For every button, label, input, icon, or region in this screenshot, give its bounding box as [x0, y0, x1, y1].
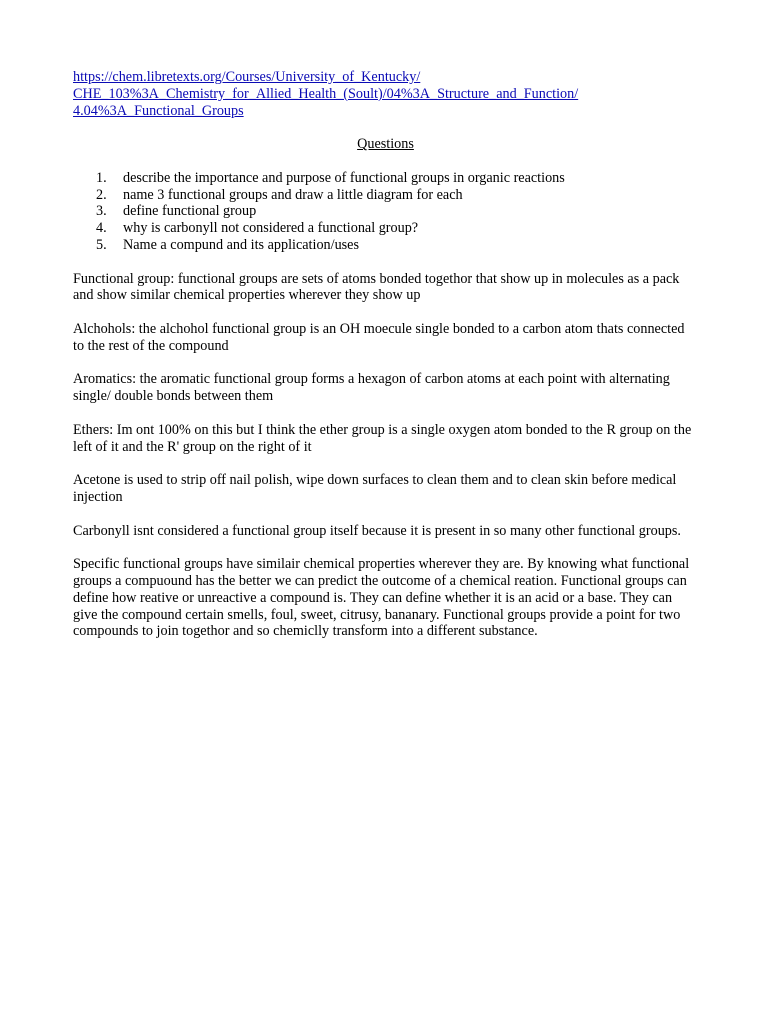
source-link-line-1[interactable]: https://chem.libretexts.org/Courses/University_of_Kentucky/	[73, 69, 421, 85]
document-page	[73, 69, 698, 657]
question-text: describe the importance and purpose of functional groups in organic reactions	[123, 169, 565, 186]
question-number: 2.	[96, 186, 107, 203]
question-item	[73, 220, 698, 237]
paragraph-aromatics: Aromatics: the aromatic functional group forms a hexagon of carbon atoms at each point with alternating single/ double bonds between them	[73, 371, 670, 405]
paragraph-carbonyl: Carbonyll isnt considered a functional group itself because it is present in so many other functional groups.	[73, 522, 681, 539]
question-text: name 3 functional groups and draw a little diagram for each	[123, 186, 463, 203]
question-text: Name a compund and its application/uses	[123, 236, 360, 253]
paragraph-acetone: Acetone is used to strip off nail polish, wipe down surfaces to clean them and to clean skin before medical injection	[73, 472, 677, 505]
source-link[interactable]	[73, 69, 698, 119]
question-item	[73, 170, 698, 187]
paragraph-functional-group: Functional group: functional groups are sets of atoms bonded togethor that show up in molecules as a pack and show similar chemical properties wherever they show up	[73, 270, 680, 304]
source-link-line-3[interactable]: 4.04%3A_Functional_Groups	[73, 102, 244, 119]
question-text: define functional group	[123, 203, 257, 220]
questions-heading: Questions	[357, 136, 414, 153]
paragraph-ethers: Ethers: Im ont 100% on this but I think the ether group is a single oxygen atom bonded to the R group on the left of it and the R' group on the right of it	[73, 421, 692, 455]
questions-list	[73, 170, 698, 254]
source-link-line-2[interactable]: CHE_103%3A_Chemistry_for_Allied_Health_(Soult)/04%3A_Structure_and_Function/	[73, 85, 579, 102]
question-number: 1.	[96, 169, 107, 186]
paragraph-alcohols: Alchohols: the alchohol functional group is an OH moecule single bonded to a carbon atom thats connected to the rest of the compound	[73, 320, 685, 354]
question-item	[73, 237, 698, 254]
question-item	[73, 187, 698, 204]
question-text: why is carbonyll not considered a functional group?	[123, 220, 419, 237]
question-item	[73, 203, 698, 220]
paragraph-summary: Specific functional groups have similair chemical properties wherever they are. By knowing what functional groups a compuound has the better we can predict the outcome of a chemical reation. Functional groups can define how reative or unreactive a compound is. They can define whether it is an acid or a base. They can give the compound certain smells, foul, sweet, citrusy, bananary. Functional groups provide a point for two compounds to join togethor and so chemiclly transform into a different substance.	[73, 556, 690, 640]
question-number: 3.	[96, 203, 107, 220]
question-number: 5.	[96, 236, 107, 253]
question-number: 4.	[96, 220, 107, 237]
